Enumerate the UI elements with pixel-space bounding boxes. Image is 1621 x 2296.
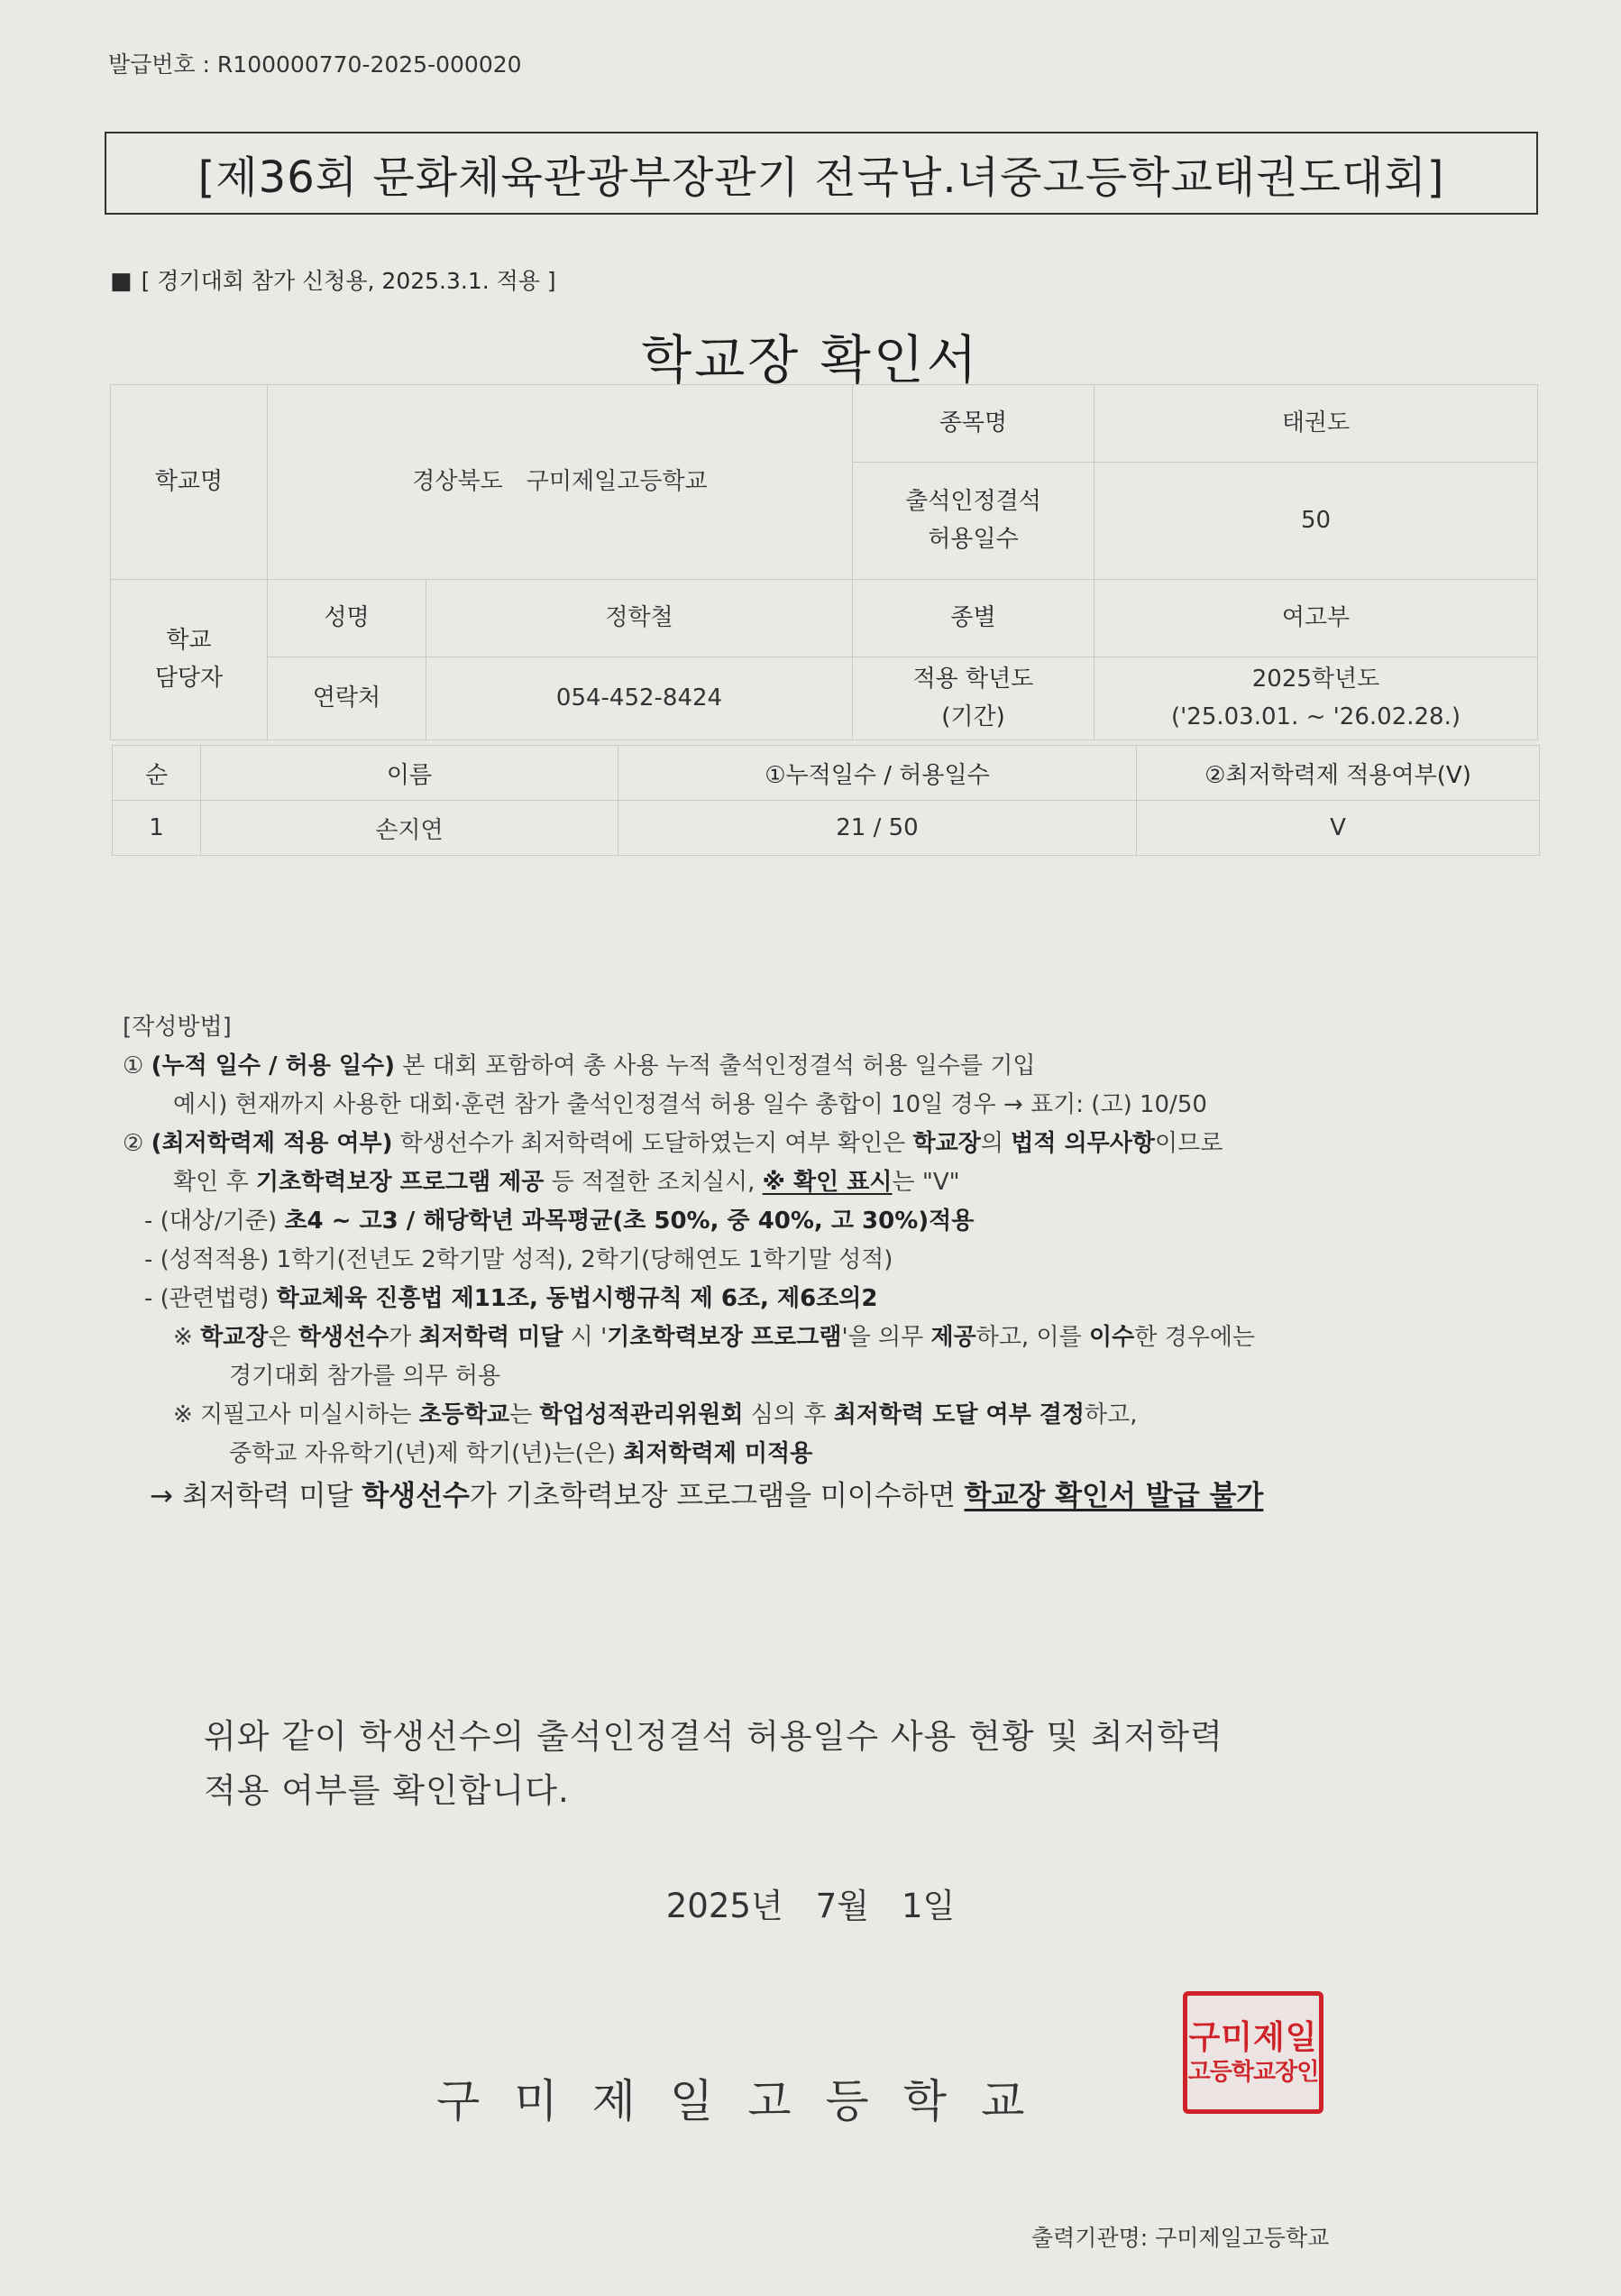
date-day: 1일	[901, 1887, 956, 1925]
issue-number: 발급번호 : R100000770-2025-000020	[108, 51, 522, 78]
guide-line-7: - (관련법령) 학교체육 진흥법 제11조, 동법시행규칙 제 6조, 제6조의2	[144, 1285, 878, 1312]
allowed-days-value: 50	[1094, 463, 1538, 580]
sport-value: 태권도	[1094, 385, 1538, 463]
category-value: 여고부	[1094, 580, 1538, 657]
seal-line-1: 구미제일	[1188, 2018, 1318, 2056]
form-note	[110, 263, 556, 296]
date-year: 2025년	[665, 1887, 783, 1925]
competition-title: [제36회 문화체육관광부장관기 전국남.녀중고등학교태권도대회]	[105, 132, 1538, 215]
year-value: 2025학년도 ('25.03.01. ~ '26.02.28.)	[1094, 657, 1538, 740]
principal-seal-stamp	[1183, 1991, 1323, 2114]
guide-line-12: → 최저학력 미달 학생선수가 기초학력보장 프로그램을 미이수하면 학교장 확인서 발급 불가	[150, 1480, 1264, 1512]
manager-label: 학교 담당자	[111, 580, 268, 740]
header-no: 순	[113, 746, 201, 801]
year-label: 적용 학년도 (기간)	[853, 657, 1094, 740]
guide-line-4: 확인 후 기초학력보장 프로그램 제공 등 적절한 조치실시, ※ 확인 표시는 "V"	[173, 1169, 960, 1196]
guide-line-10: ※ 지필고사 미실시하는 초등학교는 학업성적관리위원회 심의 후 최저학력 도달 여부 결정하고,	[173, 1401, 1138, 1428]
seal-line-2: 고등학교장인	[1187, 2059, 1319, 2086]
guide-line-6: - (성적적용) 1학기(전년도 2학기말 성적), 2학기(당해연도 1학기말 성적)	[144, 1246, 893, 1273]
student-table	[112, 745, 1540, 856]
row-no: 1	[113, 801, 201, 856]
guide-line-11: 중학교 자유학기(년)제 학기(년)는(은) 최저학력제 미적용	[229, 1440, 813, 1467]
issue-date	[0, 1878, 1621, 1927]
square-bullet-icon: ■	[110, 268, 133, 295]
guide-line-9: 경기대회 참가를 의무 허용	[229, 1363, 501, 1390]
school-name: 구미제일고등학교	[436, 2075, 1059, 2127]
row-days: 21 / 50	[618, 801, 1137, 856]
allowed-days-label: 출석인정결석 허용일수	[853, 463, 1094, 580]
guide-line-2: 예시) 현재까지 사용한 대회·훈련 참가 출석인정결석 허용 일수 총합이 10일 경우 → 표기: (고) 10/50	[173, 1091, 1207, 1118]
guide-line-5: - (대상/기준) 초4 ~ 고3 / 해당학년 과목평균(초 50%, 중 40%, 고 30%)적용	[144, 1208, 975, 1235]
confirm-statement	[204, 1710, 1223, 1818]
category-label: 종별	[853, 580, 1094, 657]
guide-line-3: ② (최저학력제 적용 여부) 학생선수가 최저학력에 도달하였는지 여부 확인은 학교장의 법적 의무사항이므로	[123, 1130, 1223, 1157]
guide-line-1: ① (누적 일수 / 허용 일수) 본 대회 포함하여 총 사용 누적 출석인정결석 허용 일수를 기입	[123, 1052, 1036, 1079]
header-name: 이름	[201, 746, 618, 801]
name-value: 정학철	[426, 580, 853, 657]
header-days: ①누적일수 / 허용일수	[618, 746, 1137, 801]
guide-heading: [작성방법]	[123, 1014, 232, 1041]
form-note-text: [ 경기대회 참가 신청용, 2025.3.1. 적용 ]	[141, 268, 556, 294]
issuing-institution: 출력기관명: 구미제일고등학교	[1031, 2225, 1330, 2251]
contact-label: 연락처	[268, 657, 426, 740]
school-label: 학교명	[111, 385, 268, 580]
contact-value: 054-452-8424	[426, 657, 853, 740]
school-value: 경상북도 구미제일고등학교	[268, 385, 853, 580]
name-label: 성명	[268, 580, 426, 657]
sport-label: 종목명	[853, 385, 1094, 463]
school-info-table	[110, 384, 1538, 740]
confirm-line-1: 위와 같이 학생선수의 출석인정결석 허용일수 사용 현황 및 최저학력	[204, 1717, 1223, 1756]
guide-line-8: ※ 학교장은 학생선수가 최저학력 미달 시 '기초학력보장 프로그램'을 의무 제공하고, 이를 이수한 경우에는	[173, 1324, 1256, 1351]
row-name: 손지연	[201, 801, 618, 856]
document-title: 학교장 확인서	[641, 329, 980, 390]
confirm-line-2: 적용 여부를 확인합니다.	[204, 1771, 570, 1810]
table-row	[113, 801, 1540, 856]
writing-guide	[123, 1008, 1565, 1516]
header-applied: ②최저학력제 적용여부(V)	[1137, 746, 1540, 801]
date-month: 7월	[815, 1887, 869, 1925]
row-applied: V	[1137, 801, 1540, 856]
